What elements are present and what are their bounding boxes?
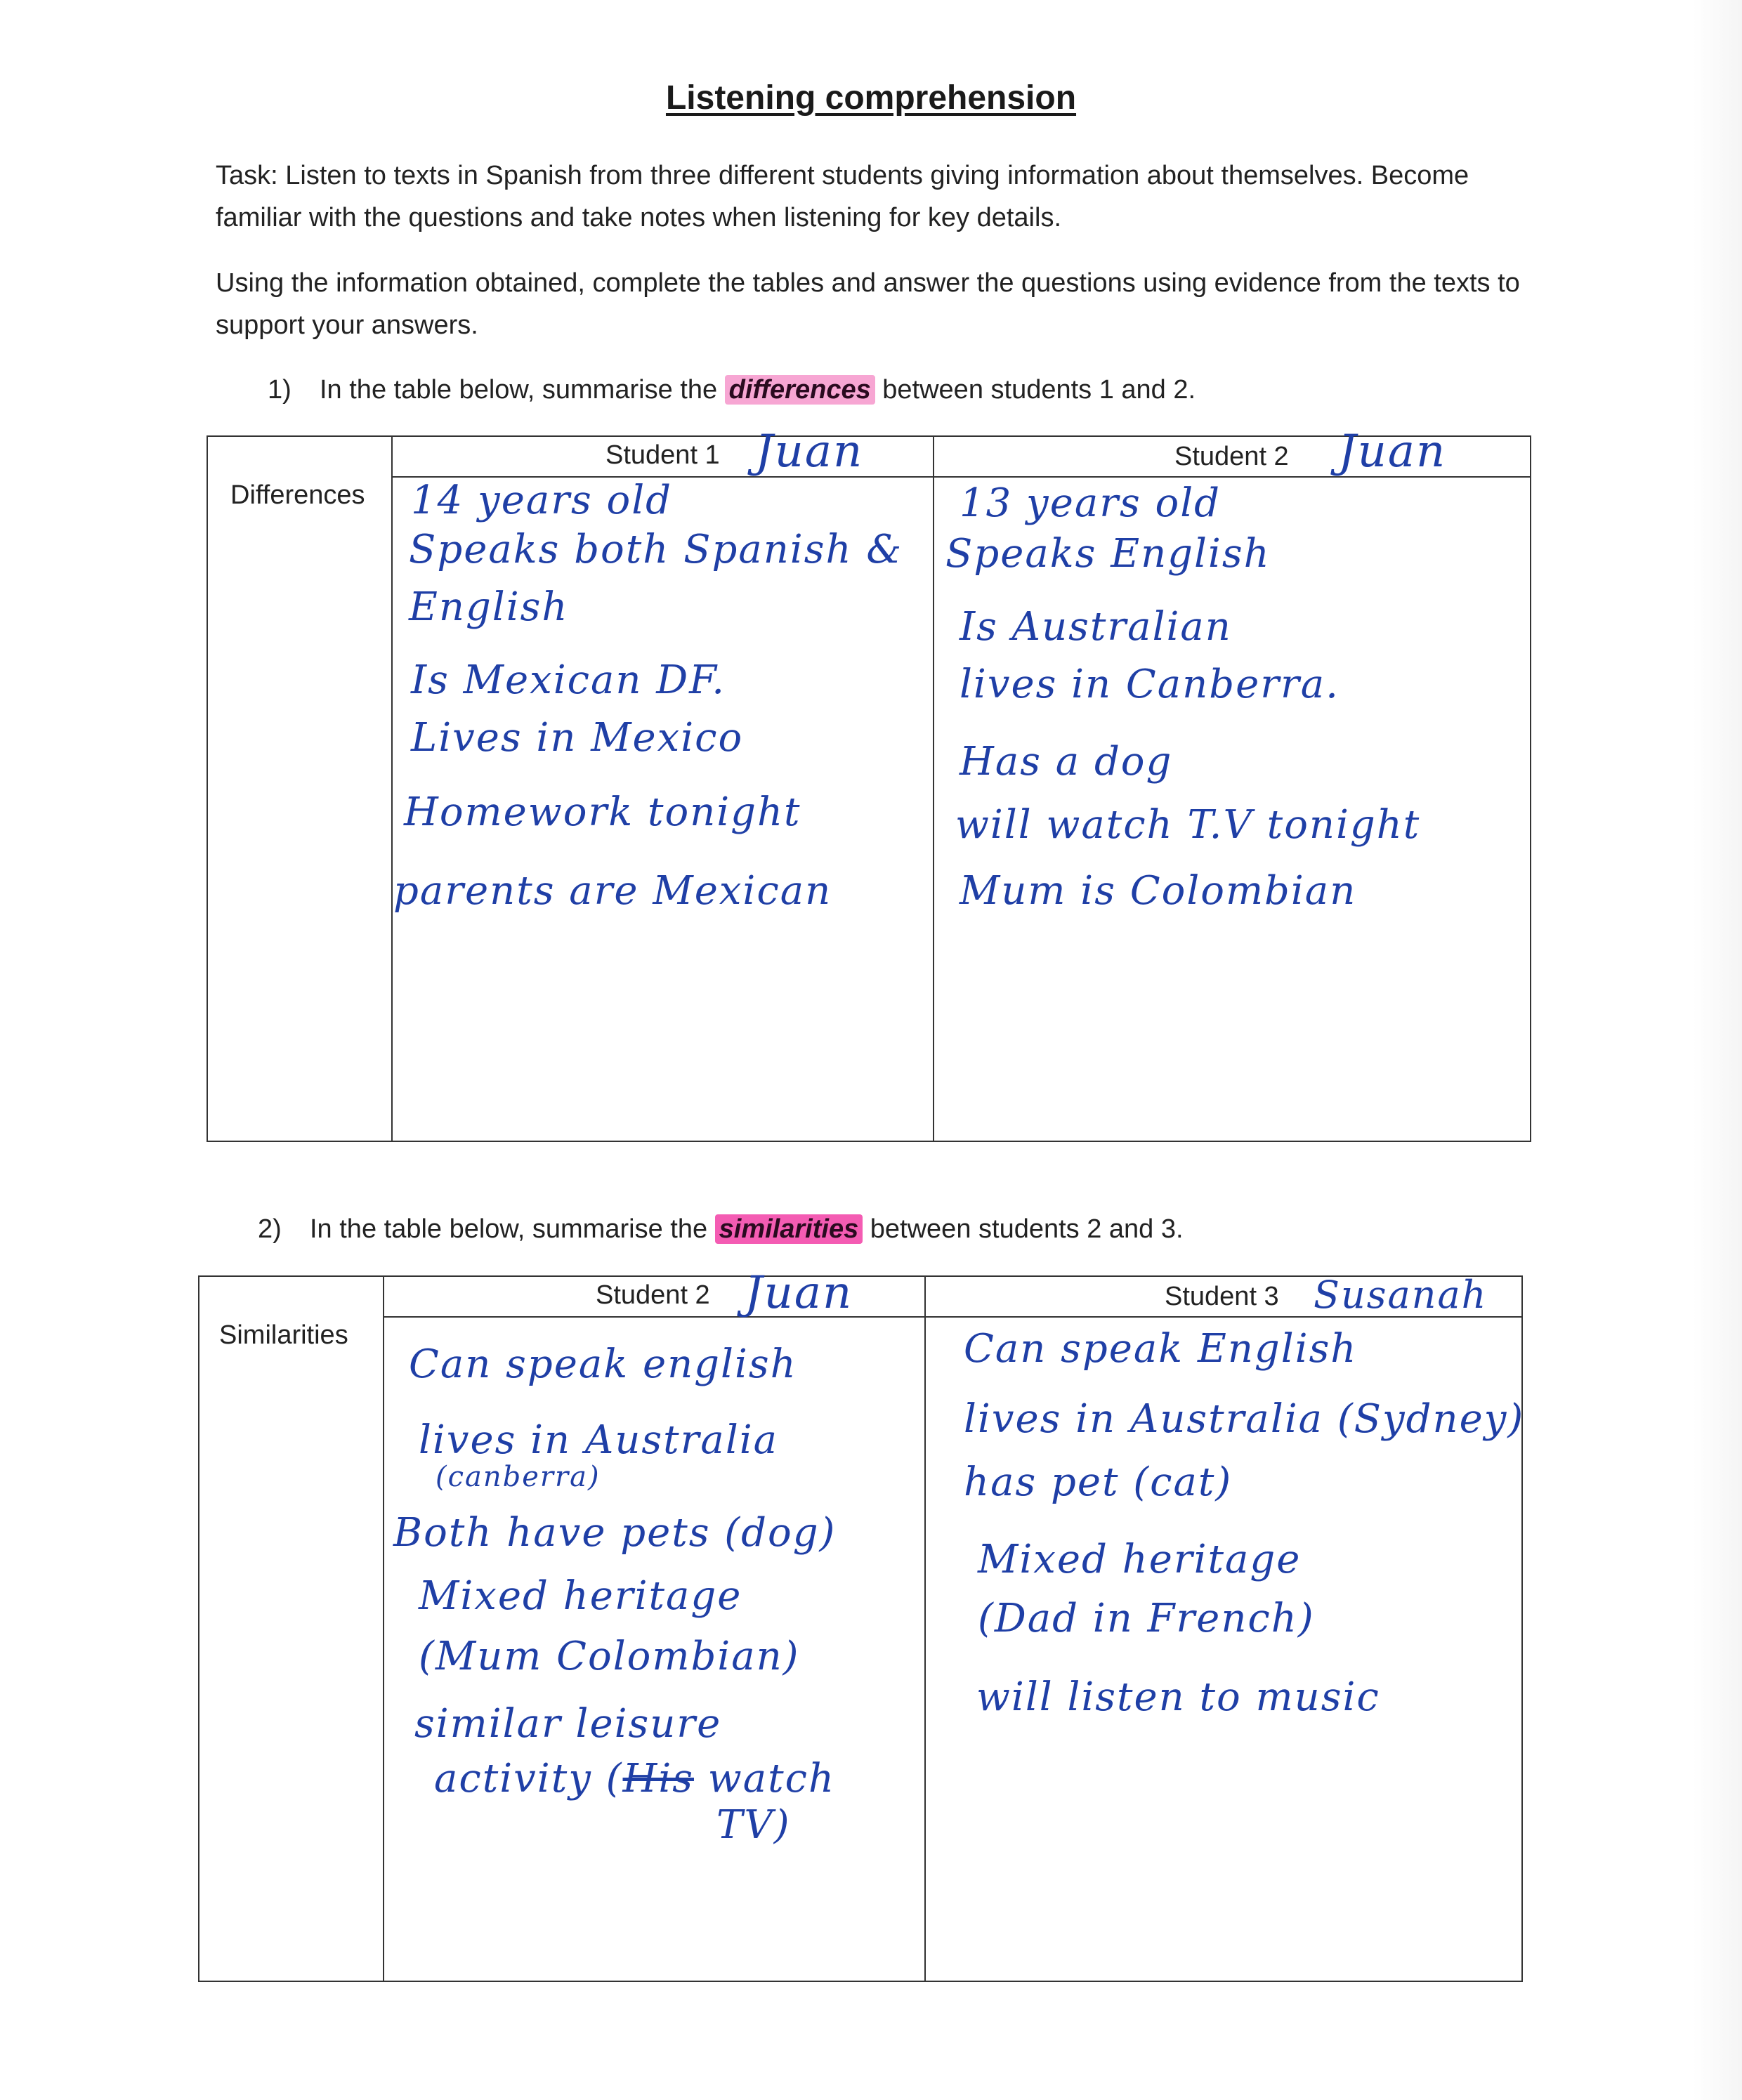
student-1-note: Homework tonight [404,789,801,835]
student-3-note: Can speak English [964,1326,1358,1372]
question-2 [258,1212,1184,1246]
question-2-text-after: between students 2 and 3. [870,1214,1184,1244]
student-2-note: will watch T.V tonight [955,802,1421,848]
question-1-text-after: between students 1 and 2. [882,375,1196,405]
question-2-number: 2) [258,1214,282,1244]
student-2-similarity-note: lives in Australia [419,1417,779,1463]
table-1-student-1-header: Student 1 [605,440,720,470]
student-1-note: English [409,584,569,630]
table-2-col-divider-b [924,1275,926,1982]
task-paragraph: Task: Listen to texts in Spanish from three different students giving information about themselves. Become familiar with the questions and take notes when listening for key details. [216,161,1469,232]
student-2-note: Is Australian [960,604,1232,650]
table-2-col-divider-a [383,1275,384,1982]
student-2-similarity-note: (canberra) [436,1461,601,1493]
instructions-paragraph: Using the information obtained, complete the tables and answer the questions using evidence from the texts to support your answers. [216,268,1520,340]
student-2-note: Speaks English [945,531,1271,577]
table-1-student-2-name: Juan [1338,426,1447,478]
student-2-similarity-note: (Mum Colombian) [419,1634,800,1679]
page-title: Listening comprehension [665,79,1077,117]
student-1-note: parents are Mexican [393,868,832,914]
student-1-note: Speaks both Spanish & [409,527,903,572]
student-1-note: 14 years old [411,478,673,523]
student-2-similarity-note: TV) [716,1802,791,1848]
student-2-note: lives in Canberra. [960,662,1340,707]
question-1-text-before: In the table below, summarise the [320,375,718,405]
differences-row-label: Differences [230,480,365,510]
student-3-note: Mixed heritage [978,1537,1302,1582]
student-2-note: Has a dog [960,739,1173,785]
table-1-col-divider-b [933,435,934,1142]
student-2-note: 13 years old [960,480,1222,526]
student-3-note: has pet (cat) [964,1459,1233,1505]
question-2-highlight: similarities [715,1214,863,1244]
student-1-note: Is Mexican DF. [411,657,726,703]
table-1-student-2-header: Student 2 [1174,442,1289,471]
student-2-similarity-note: similar leisure [414,1701,722,1747]
question-1-highlight: differences [725,375,875,405]
question-1 [268,373,1196,407]
activity-prefix: activity ( [434,1756,623,1802]
table-2-student-3-name: Susanah [1314,1273,1488,1317]
student-2-similarity-note: Mixed heritage [419,1573,742,1619]
table-2-student-2-header: Student 2 [596,1280,710,1310]
student-2-similarity-note [434,1756,835,1802]
table-2-student-3-header: Student 3 [1165,1282,1279,1311]
student-3-note: will listen to music [976,1674,1380,1720]
similarities-table [198,1275,1523,1982]
question-2-text-before: In the table below, summarise the [310,1214,708,1244]
student-1-note: Lives in Mexico [411,715,744,761]
question-1-number: 1) [268,375,292,405]
student-3-note: (Dad in French) [978,1596,1315,1641]
activity-suffix: watch [693,1756,836,1802]
student-3-note: lives in Australia (Sydney) [964,1396,1525,1442]
crossed-out-word: His [622,1756,694,1802]
scan-edge-shading [1693,0,1742,2100]
table-1-col-divider-a [391,435,393,1142]
student-2-similarity-note: Both have pets (dog) [393,1510,837,1556]
similarities-row-label: Similarities [219,1320,348,1350]
table-1-student-1-name: Juan [755,426,864,478]
student-2-note: Mum is Colombian [960,868,1357,914]
table-2-student-2-name: Juan [745,1267,853,1319]
student-2-similarity-note: Can speak english [409,1341,797,1387]
